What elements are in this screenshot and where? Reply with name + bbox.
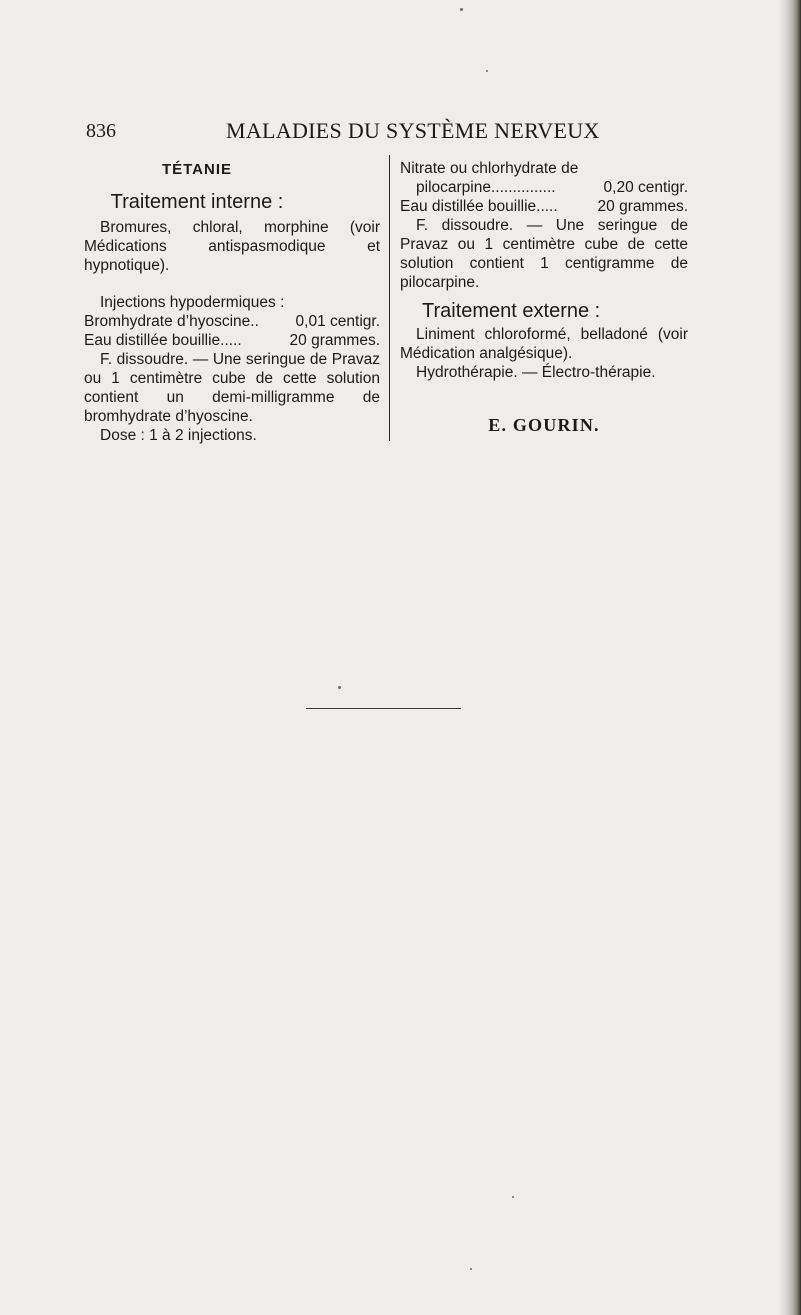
left-column (84, 160, 380, 445)
page-number: 836 (86, 120, 116, 142)
prescription-item: Eau distillée bouillie..... (400, 198, 558, 215)
prescription-line (84, 312, 380, 331)
paragraph-bromures: Bromures, chloral, morphine (voir Médications antispasmodique et hypnotique). (84, 219, 380, 274)
prescription-quantity: 0,20 centigr. (603, 179, 688, 196)
paper-speck (460, 8, 463, 11)
paper-speck (470, 1268, 472, 1270)
dose-line: Dose : 1 à 2 injections. (100, 427, 257, 444)
right-column (400, 159, 688, 435)
paper-speck (338, 686, 341, 689)
prescription-item: pilocarpine............... (416, 179, 556, 196)
running-title: MALADIES DU SYSTÈME NERVEUX (226, 118, 600, 143)
author-signature: E. GOURIN. (488, 415, 600, 435)
spacer (84, 275, 380, 293)
prescription-line (400, 197, 688, 216)
paragraph-liniment: Liniment chloroformé, belladoné (voir Médication analgésique). (400, 326, 688, 362)
prescription-heading: Nitrate ou chlorhydrate de (400, 160, 579, 177)
paragraph-hydrotherapie: Hydrothérapie. — Électro-thérapie. (416, 364, 656, 381)
section-title-external: Traitement externe : (422, 300, 601, 322)
column-divider (389, 155, 390, 441)
paper-speck (486, 70, 488, 72)
section-title-internal: Traitement interne : (110, 191, 284, 213)
prescription-line (400, 178, 688, 197)
paragraph-dissoudre-pilocarpine: F. dissoudre. — Une seringue de Pravaz ou 1 centimètre cube de cette solution contient 1 centigramme de pilocarpine. (400, 217, 688, 291)
book-spine-edge (779, 0, 801, 1315)
page-header (86, 118, 686, 148)
prescription-quantity: 20 grammes. (597, 198, 688, 215)
subtitle-tetanie: TÉTANIE (161, 161, 233, 178)
paragraph-dissoudre: F. dissoudre. — Une seringue de Pravaz ou 1 centimètre cube de cette solution contient un demi-milligramme de bromhydrate d’hyoscine. (84, 351, 380, 425)
prescription-quantity: 20 grammes. (289, 332, 380, 349)
prescription-item: Bromhydrate d’hyoscine.. (84, 313, 259, 330)
end-rule (306, 708, 461, 709)
prescription-item: Eau distillée bouillie..... (84, 332, 242, 349)
prescription-line (84, 331, 380, 350)
injections-label: Injections hypodermiques : (100, 294, 285, 311)
prescription-quantity: 0,01 centigr. (295, 313, 380, 330)
paper-speck (512, 1196, 514, 1198)
